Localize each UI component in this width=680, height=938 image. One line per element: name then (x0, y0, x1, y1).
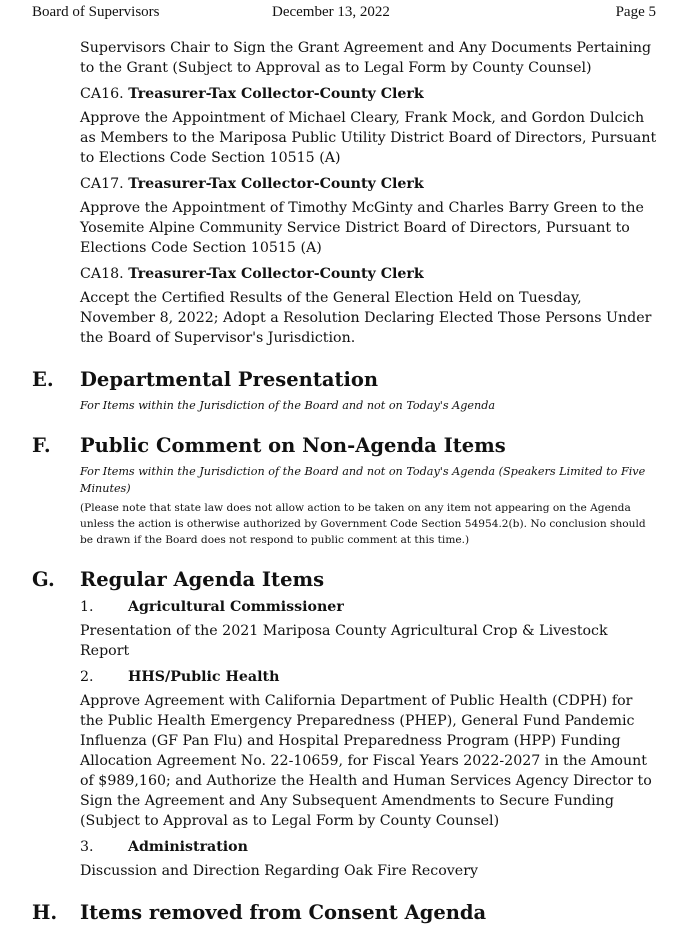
consent-item-dept: Treasurer-Tax Collector-County Clerk (128, 86, 424, 102)
regular-item-number: 3. (80, 839, 94, 855)
regular-item-1 (0, 597, 680, 661)
regular-item-3 (0, 837, 680, 881)
regular-item-dept: Agricultural Commissioner (128, 599, 344, 615)
section-letter: H. (32, 901, 58, 924)
regular-item-text: Approve Agreement with California Department of Public Health (CDPH) for the Public Health Emergency Preparedness (PHEP), General Fund Pandemic Influenza (GF Pan Flu) and Hospital Preparedness Program (HPP) Funding Allocation Agreement No. 22-10659, for Fiscal Years 2022-2027 in the Amount of $989,160; and Authorize the Health and Human Services Agency Director to Sign the Agreement and Any Subsequent Amendments to Secure Funding (Subject to Approval as to Legal Form by County Counsel) (80, 693, 652, 829)
section-f-note: For Items within the Jurisdiction of the Board and not on Today's Agenda (Speakers Limited to Five Minutes) (80, 465, 646, 495)
section-title: Regular Agenda Items (80, 568, 325, 591)
section-letter: E. (32, 368, 54, 391)
regular-item-text: Presentation of the 2021 Mariposa County Agricultural Crop & Livestock Report (80, 623, 608, 659)
regular-item-text: Discussion and Direction Regarding Oak Fire Recovery (80, 863, 479, 879)
regular-item-dept: HHS/Public Health (128, 669, 280, 685)
section-title: Public Comment on Non-Agenda Items (80, 434, 506, 457)
consent-item-text: Approve the Appointment of Timothy McGinty and Charles Barry Green to the Yosemite Alpine Community Service District Board of Directors, Pursuant to Elections Code Section 10515 (A) (80, 200, 644, 256)
section-letter: G. (32, 568, 55, 591)
section-f-disclaimer: (Please note that state law does not allow action to be taken on any item not appearing on the Agenda unless the action is otherwise authorized by Government Code Section 54954.2(b). No conclusion should be drawn if the Board does not respond to public comment at this time.) (80, 502, 646, 546)
regular-item-number: 1. (80, 599, 94, 615)
regular-item-2 (0, 667, 680, 831)
consent-item-code: CA17. (80, 176, 124, 192)
consent-item-ca17 (0, 174, 680, 258)
regular-item-dept: Administration (128, 839, 248, 855)
section-title: Departmental Presentation (80, 368, 379, 391)
consent-item-ca18 (0, 264, 680, 348)
carryover-text: Supervisors Chair to Sign the Grant Agreement and Any Documents Pertaining to the Grant (Subject to Approval as to Legal Form by County Counsel) (80, 40, 652, 76)
section-e-heading (0, 368, 680, 391)
section-g-heading (0, 568, 680, 591)
consent-item-text: Accept the Certified Results of the General Election Held on Tuesday, November 8, 2022; Adopt a Resolution Declaring Elected Those Persons Under the Board of Supervisor's Jurisdiction. (80, 290, 652, 346)
consent-item-dept: Treasurer-Tax Collector-County Clerk (128, 176, 424, 192)
consent-item-code: CA16. (80, 86, 124, 102)
consent-item-code: CA18. (80, 266, 124, 282)
section-title: Items removed from Consent Agenda (80, 901, 487, 924)
regular-item-number: 2. (80, 669, 94, 685)
header-page-number: Page 5 (615, 4, 656, 20)
section-h-heading (0, 901, 680, 924)
consent-item-dept: Treasurer-Tax Collector-County Clerk (128, 266, 424, 282)
header-date: December 13, 2022 (272, 4, 390, 20)
section-f-heading (0, 434, 680, 457)
section-letter: F. (32, 434, 51, 457)
header-board: Board of Supervisors (32, 4, 160, 20)
consent-item-text: Approve the Appointment of Michael Cleary, Frank Mock, and Gordon Dulcich as Members to the Mariposa Public Utility District Board of Directors, Pursuant to Elections Code Section 10515 (A) (80, 110, 657, 166)
consent-item-ca16 (0, 84, 680, 168)
agenda-content (0, 38, 680, 924)
section-e-note: For Items within the Jurisdiction of the Board and not on Today's Agenda (80, 399, 496, 412)
